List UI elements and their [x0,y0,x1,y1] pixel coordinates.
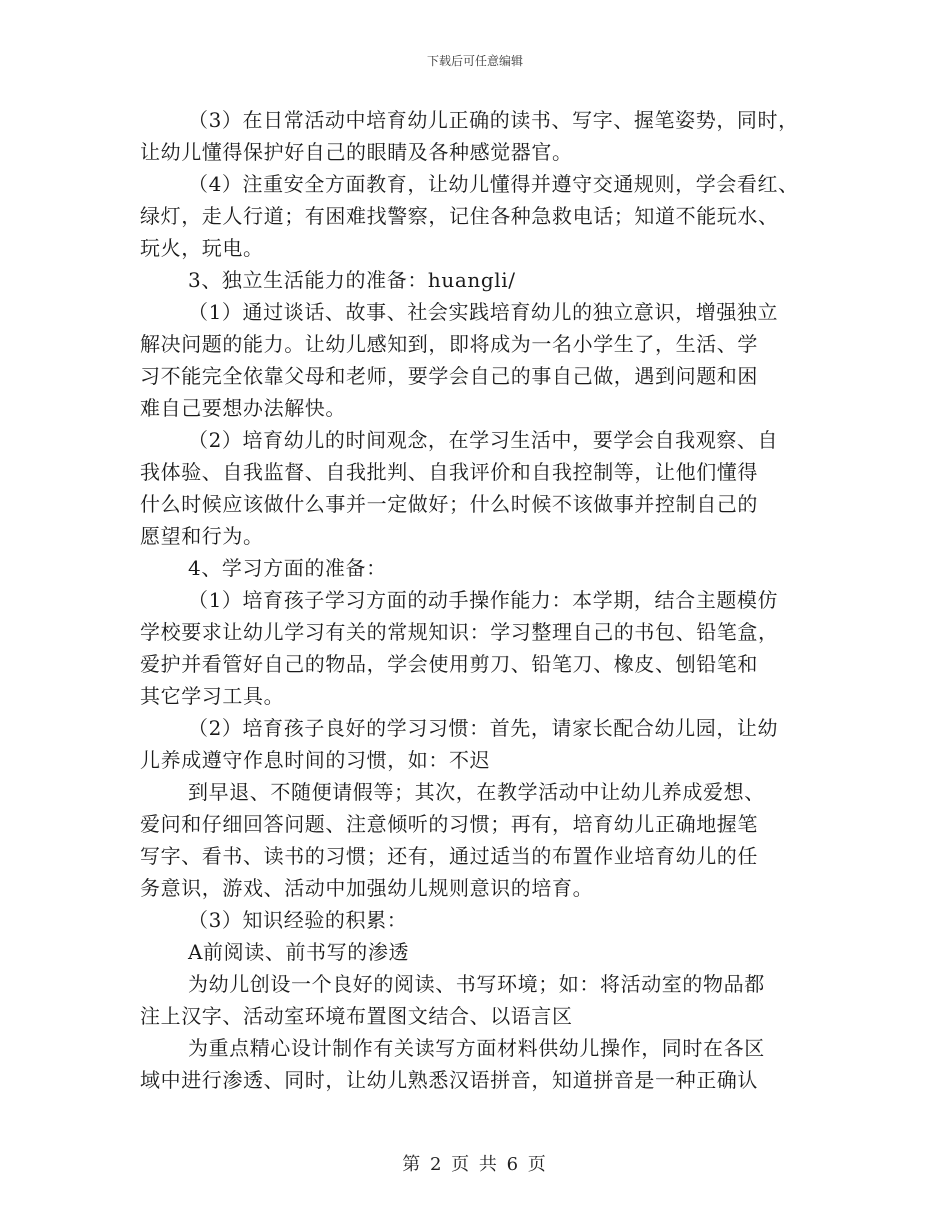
text-line: （2）培育幼儿的时间观念，在学习生活中，要学会自我观察、自 [188,428,779,452]
text-line: 学校要求让幼儿学习有关的常规知识：学习整理自己的书包、铅笔盒， [140,620,779,644]
text-line: 爱护并看管好自己的物品，学会使用剪刀、铅笔刀、橡皮、刨铅笔和 [140,652,758,676]
text-line: （3）知识经验的积累： [188,908,408,932]
text-line: （1）培育孩子学习方面的动手操作能力：本学期，结合主题模仿 [188,588,779,612]
text-line: 什么时候应该做什么事并一定做好；什么时候不该做事并控制自己的 [140,492,758,516]
text-line: 为幼儿创设一个良好的阅读、书写环境；如：将活动室的物品都 [188,972,765,996]
text-line: （2）培育孩子良好的学习习惯：首先，请家长配合幼儿园，让幼 [188,716,779,740]
text-line: （4）注重安全方面教育，让幼儿懂得并遵守交通规则，学会看红、 [188,172,799,196]
section-heading: 4、学习方面的准备： [188,556,387,580]
page-header: 下载后可任意编辑 [426,54,523,68]
text-line: 注上汉字、活动室环境布置图文结合、以语言区 [140,1004,573,1028]
text-line: 我体验、自我监督、自我批判、自我评价和自我控制等，让他们懂得 [140,460,758,484]
text-line: 难自己要想办法解快。 [140,396,346,420]
text-line: 玩火，玩电。 [140,236,264,260]
text-line: 儿养成遵守作息时间的习惯，如：不迟 [140,748,491,772]
section-heading: 3、独立生活能力的准备：huangli/ [188,268,516,292]
text-line: 其它学习工具。 [140,684,285,708]
text-line: （3）在日常活动中培育幼儿正确的读书、写字、握笔姿势，同时， [188,108,799,132]
text-line: 愿望和行为。 [140,524,264,548]
text-line: 到早退、不随便请假等；其次，在教学活动中让幼儿养成爱想、 [188,780,765,804]
text-line: 解决问题的能力。让幼儿感知到，即将成为一名小学生了，生活、学 [140,332,758,356]
text-line: 写字、看书、读书的习惯；还有，通过适当的布置作业培育幼儿的任 [140,844,758,868]
page-number: 第 2 页 共 6 页 [402,1154,548,1175]
text-line: 习不能完全依靠父母和老师，要学会自己的事自己做，遇到问题和困 [140,364,758,388]
text-line: 域中进行渗透、同时，让幼儿熟悉汉语拼音，知道拼音是一种正确认 [140,1068,758,1092]
text-line: 让幼儿懂得保护好自己的眼睛及各种感觉器官。 [140,140,573,164]
text-line: 务意识，游戏、活动中加强幼儿规则意识的培育。 [140,876,594,900]
text-line: 爱问和仔细回答问题、注意倾听的习惯；再有，培育幼儿正确地握笔 [140,812,758,836]
subsection-heading: A前阅读、前书写的渗透 [188,940,410,964]
text-line: 绿灯，走人行道；有困难找警察，记住各种急救电话；知道不能玩水、 [140,204,779,228]
document-body [138,104,828,1096]
text-line: 为重点精心设计制作有关读写方面材料供幼儿操作，同时在各区 [188,1036,765,1060]
text-line: （1）通过谈话、故事、社会实践培育幼儿的独立意识，增强独立 [188,300,779,324]
